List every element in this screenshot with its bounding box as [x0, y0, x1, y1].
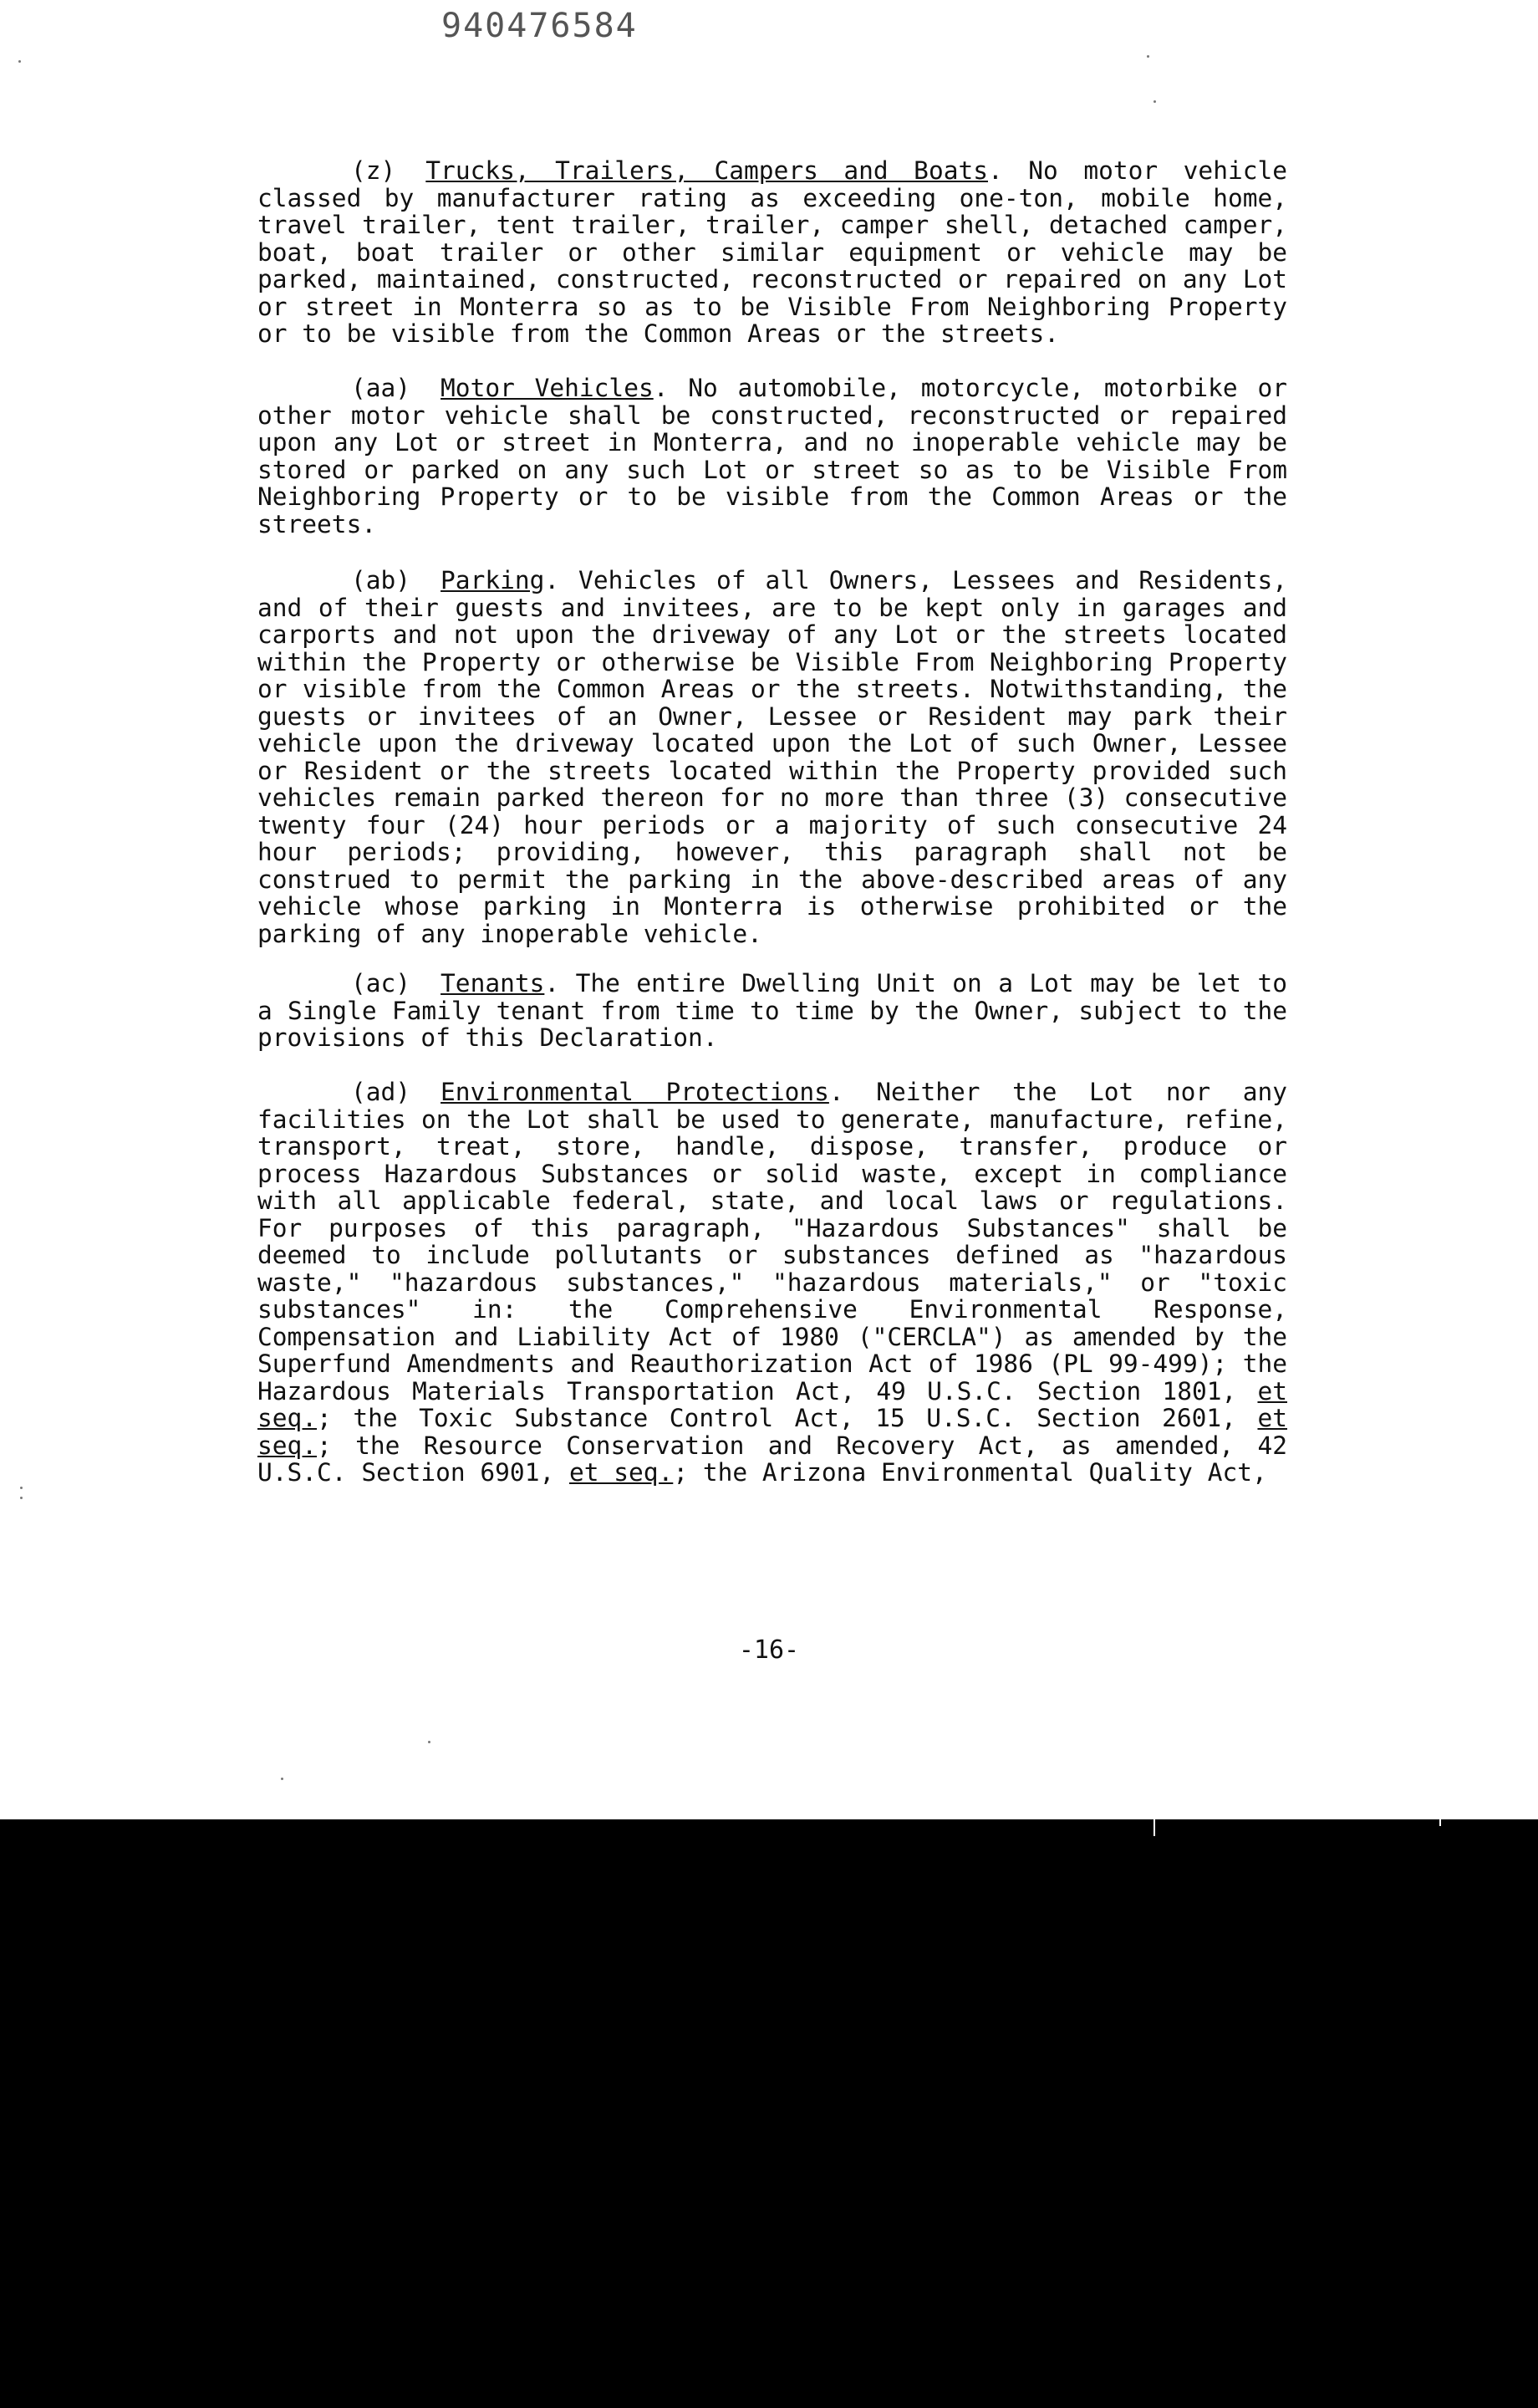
paragraph-title: Trucks, Trailers, Campers and Boats	[425, 156, 988, 185]
paragraph-title: Environmental Protections	[441, 1078, 829, 1106]
paragraph-title: Tenants	[441, 969, 545, 997]
paragraph-ab	[257, 567, 1287, 947]
scan-speck	[18, 60, 21, 63]
scan-speck	[20, 1487, 23, 1489]
paragraph-aa	[257, 375, 1287, 538]
scan-artifact-mark	[1154, 1819, 1155, 1836]
scan-artifact-mark	[1439, 1819, 1441, 1826]
et-seq-citation: et seq.	[257, 1404, 1287, 1460]
paragraph-ad	[257, 1079, 1287, 1487]
scan-speck	[1154, 100, 1156, 103]
document-number: 940476584	[441, 7, 638, 45]
paragraph-marker: (aa)	[351, 374, 411, 402]
paragraph-body-continued: ; the Resource Conservation and Recovery Act, as amended, 42 U.S.C. Section 6901,	[257, 1431, 1287, 1487]
scan-speck	[1147, 55, 1149, 58]
et-seq-citation: et seq.	[568, 1458, 674, 1487]
paragraph-marker: (ab)	[351, 566, 411, 594]
paragraph-body: . Neither the Lot nor any facilities on the Lot shall be used to generate, manufacture, refine, transport, treat, store, handle, dispose, transfer, produce or process Hazardous Substances or solid waste, except in compliance with all applicable federal, state, and local laws or regulations. For purposes of this paragraph, "Hazardous Substances" shall be deemed to include pollutants or substances defined as "hazardous waste," "hazardous substances," "hazardous materials," or "toxic substances" in: the Comprehensive Environmental Response, Compensation and Liability Act of 1980 ("CERCLA") as amended by the Superfund Amendments and Reauthorization Act of 1986 (PL 99-499); the Hazardous Materials Transportation Act, 49 U.S.C. Section 1801,	[257, 1078, 1288, 1406]
paragraph-body: . Vehicles of all Owners, Lessees and Residents, and of their guests and invitees, are to be kept only in garages and carports and not upon the driveway of any Lot or the streets located within the Property or otherwise be Visible From Neighboring Property or visible from the Common Areas or the streets. Notwithstanding, the guests or invitees of an Owner, Lessee or Resident may park their vehicle upon the driveway located upon the Lot of such Owner, Lessee or Resident or the streets located within the Property provided such vehicles remain parked thereon for no more than three (3) consecutive twenty four (24) hour periods or a majority of such consecutive 24 hour periods; providing, however, this paragraph shall not be construed to permit the parking in the above-described areas of any vehicle whose parking in Monterra is otherwise prohibited or the parking of any inoperable vehicle.	[257, 566, 1287, 948]
scan-speck	[20, 1497, 23, 1499]
paragraph-body-continued: ; the Arizona Environmental Quality Act,	[673, 1458, 1267, 1487]
paragraph-title: Motor Vehicles	[441, 374, 654, 402]
paragraph-marker: (z)	[351, 156, 396, 185]
paragraph-title: Parking	[441, 566, 545, 594]
paragraph-body: . No motor vehicle classed by manufacturer rating as exceeding one-ton, mobile home, travel trailer, tent trailer, trailer, camper shell, detached camper, boat, boat trailer or other similar equipment or vehicle may be parked, maintained, constructed, reconstructed or repaired on any Lot or street in Monterra so as to be Visible From Neighboring Property or to be visible from the Common Areas or the streets.	[257, 156, 1287, 348]
paragraph-ac	[257, 970, 1287, 1052]
et-seq-citation: et seq.	[257, 1376, 1287, 1432]
paragraph-marker: (ad)	[351, 1078, 411, 1106]
scan-black-border	[0, 1819, 1538, 2408]
scan-speck	[428, 1741, 430, 1743]
page-number: -16-	[738, 1635, 800, 1665]
paragraph-marker: (ac)	[351, 969, 411, 997]
paragraph-z	[257, 157, 1287, 348]
scan-speck	[281, 1778, 283, 1780]
paragraph-body-continued: ; the Toxic Substance Control Act, 15 U.S.C. Section 2601,	[317, 1404, 1258, 1432]
paragraph-body: . No automobile, motorcycle, motorbike or other motor vehicle shall be constructed, reconstructed or repaired upon any Lot or street in Monterra, and no inoperable vehicle may be stored or parked on any such Lot or street so as to be Visible From Neighboring Property or to be visible from the Common Areas or the streets.	[257, 374, 1287, 538]
paragraph-body: . The entire Dwelling Unit on a Lot may be let to a Single Family tenant from time to time by the Owner, subject to the provisions of this Declaration.	[257, 969, 1287, 1052]
